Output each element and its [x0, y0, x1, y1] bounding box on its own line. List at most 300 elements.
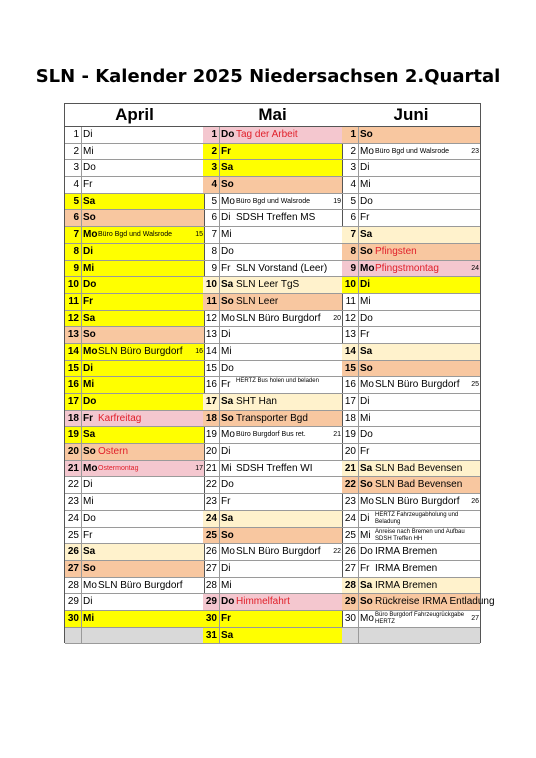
weekday: Mo — [221, 195, 235, 207]
weekday: Mi — [83, 262, 95, 274]
weekday: Mo — [83, 345, 98, 357]
day-row — [203, 578, 342, 595]
weekday: Do — [221, 596, 235, 608]
weekday: Sa — [83, 312, 96, 324]
day-number: 12 — [203, 311, 220, 327]
weekday: Mi — [221, 579, 232, 591]
event-text — [374, 327, 480, 343]
weekday: Mi — [360, 179, 371, 191]
event-text: IRMA Bremen — [375, 546, 438, 558]
month-header: Juni — [342, 103, 480, 127]
day-row — [342, 244, 480, 261]
day-row — [342, 511, 480, 528]
event-text: Himmelfahrt — [236, 596, 290, 608]
weekday: Mo — [360, 262, 375, 274]
event-text — [97, 611, 204, 627]
event-text: Transporter Bgd — [236, 412, 308, 424]
event-text: SHT Han — [236, 396, 277, 407]
weekday: Mi — [221, 229, 232, 241]
day-row — [65, 261, 204, 278]
day-row — [342, 160, 480, 177]
day-row — [342, 594, 495, 611]
weekday: Mo — [83, 229, 98, 241]
weekday: Mo — [221, 429, 235, 441]
day-row — [203, 227, 342, 244]
weekday: Sa — [83, 195, 96, 207]
event-text — [374, 361, 480, 377]
day-number: 2 — [342, 144, 359, 160]
weekday: Di — [83, 479, 93, 491]
weekday: Di — [360, 279, 370, 291]
day-row — [65, 544, 204, 561]
event-text — [374, 444, 480, 460]
day-row — [203, 394, 342, 411]
event-text: SLN Leer — [236, 295, 279, 307]
event-text — [374, 611, 480, 627]
day-row — [342, 377, 480, 394]
day-number: 24 — [203, 511, 220, 527]
day-row — [203, 311, 342, 328]
day-number: 14 — [65, 344, 82, 360]
event-text — [97, 561, 204, 577]
week-number: 20 — [333, 314, 341, 322]
weekday: Do — [360, 195, 373, 207]
day-row — [65, 578, 204, 595]
event-text — [374, 394, 480, 410]
weekday: So — [221, 412, 234, 424]
weekday: Mi — [360, 529, 371, 541]
day-number: 17 — [65, 394, 82, 410]
day-row — [203, 427, 342, 444]
weekday: Fr — [360, 562, 370, 574]
weekday: Mi — [360, 412, 371, 424]
weekday: Mo — [360, 612, 374, 624]
event-text — [235, 494, 342, 510]
day-number: 5 — [203, 194, 220, 210]
day-number: 11 — [203, 294, 220, 310]
day-number — [342, 628, 359, 644]
event-text: Ostermontag — [98, 464, 139, 472]
weekday: Mi — [83, 379, 95, 391]
day-row — [65, 444, 204, 461]
event-text — [235, 327, 342, 343]
event-text — [97, 361, 204, 377]
day-number: 29 — [65, 594, 82, 610]
month-header: April — [65, 103, 204, 127]
event-text — [235, 361, 342, 377]
weekday: Do — [83, 162, 96, 174]
day-number: 14 — [342, 344, 359, 360]
week-number: 23 — [471, 147, 479, 155]
event-text — [374, 294, 480, 310]
event-text: SDSH Treffen MS — [236, 212, 316, 224]
day-number: 23 — [203, 494, 220, 510]
day-row — [342, 344, 480, 361]
event-text — [374, 227, 480, 243]
day-number: 25 — [203, 528, 220, 544]
weekday: Di — [83, 362, 93, 374]
event-text: Tag der Arbeit — [236, 129, 298, 140]
weekday: Mo — [221, 546, 235, 558]
day-number: 9 — [342, 261, 359, 277]
day-row — [65, 210, 204, 227]
event-text — [97, 628, 204, 644]
day-number: 18 — [65, 411, 82, 427]
weekday: So — [360, 245, 373, 257]
event-text — [97, 127, 204, 143]
event-text: SLN Vorstand (Leer) — [236, 262, 328, 274]
day-number: 17 — [203, 394, 220, 410]
event-text — [374, 344, 480, 360]
weekday: Fr — [221, 262, 231, 274]
weekday: Do — [221, 362, 234, 374]
weekday: So — [83, 446, 96, 458]
day-number: 14 — [203, 344, 220, 360]
event-text: SLN Leer TgS — [236, 279, 300, 291]
weekday: Di — [83, 245, 93, 257]
weekday: Fr — [360, 212, 370, 224]
day-row — [342, 177, 480, 194]
day-number: 16 — [203, 377, 220, 393]
day-row — [342, 227, 480, 244]
weekday: Do — [360, 312, 373, 324]
day-row — [203, 377, 342, 394]
day-number: 9 — [203, 261, 220, 277]
day-number: 8 — [203, 244, 220, 260]
week-number: 26 — [471, 498, 479, 506]
day-number — [65, 628, 82, 644]
weekday: Do — [221, 245, 234, 257]
day-row — [342, 294, 480, 311]
day-row — [203, 361, 342, 378]
weekday: Di — [221, 212, 231, 224]
event-text: IRMA Bremen — [375, 579, 438, 591]
day-row — [65, 477, 204, 494]
day-row — [203, 177, 342, 194]
event-text — [97, 544, 204, 560]
day-number: 26 — [203, 544, 220, 560]
weekday: Do — [221, 129, 235, 140]
day-row — [203, 461, 342, 478]
day-row — [203, 544, 342, 561]
day-row — [203, 277, 342, 294]
weekday: Sa — [360, 462, 373, 474]
day-row — [203, 344, 342, 361]
event-text — [374, 528, 480, 544]
day-number: 6 — [65, 210, 82, 226]
day-row — [342, 210, 480, 227]
event-text — [97, 210, 204, 226]
event-text — [235, 344, 342, 360]
day-row — [342, 144, 480, 161]
event-text — [235, 444, 342, 460]
event-text: SLN Büro Burgdorf — [375, 379, 460, 391]
day-number: 30 — [203, 611, 220, 627]
day-number: 19 — [342, 427, 359, 443]
day-number: 15 — [203, 361, 220, 377]
day-number: 1 — [65, 127, 82, 143]
day-row — [65, 528, 204, 545]
event-text — [97, 394, 204, 410]
day-number: 30 — [342, 611, 359, 627]
event-text — [235, 578, 342, 594]
day-row — [65, 511, 204, 528]
weekday: So — [83, 212, 96, 224]
day-number: 11 — [65, 294, 82, 310]
event-text: Büro Burgdorf Bus ret. — [236, 431, 306, 439]
weekday: Do — [83, 396, 97, 407]
day-row — [65, 628, 204, 645]
weekday: So — [221, 295, 234, 307]
day-number: 28 — [203, 578, 220, 594]
event-text — [97, 494, 204, 510]
day-row — [65, 244, 204, 261]
weekday: Sa — [221, 162, 234, 174]
day-number: 6 — [342, 210, 359, 226]
day-row — [342, 477, 480, 494]
day-row — [203, 511, 342, 528]
day-number: 19 — [65, 427, 82, 443]
weekday: Di — [221, 329, 231, 341]
day-number: 2 — [203, 144, 220, 160]
event-text — [97, 311, 204, 327]
weekday: Fr — [83, 412, 93, 424]
weekday: Sa — [360, 579, 373, 591]
event-text — [235, 377, 342, 393]
day-number: 2 — [65, 144, 82, 160]
day-number: 6 — [203, 210, 220, 226]
event-text: Rückreise IRMA Entladung — [375, 596, 495, 608]
day-number: 13 — [203, 327, 220, 343]
day-row — [203, 327, 342, 344]
month-column-mai — [203, 103, 343, 643]
event-text — [235, 227, 342, 243]
day-number: 4 — [342, 177, 359, 193]
weekday: Sa — [360, 229, 373, 241]
day-number: 4 — [203, 177, 220, 193]
day-number: 24 — [65, 511, 82, 527]
day-row — [65, 194, 204, 211]
day-row — [203, 411, 342, 428]
event-text — [97, 528, 204, 544]
weekday — [82, 628, 97, 644]
day-row — [342, 261, 480, 278]
month-column-juni — [342, 103, 495, 643]
day-number: 23 — [342, 494, 359, 510]
month-header: Mai — [203, 103, 342, 127]
day-number: 27 — [203, 561, 220, 577]
day-row — [342, 611, 480, 628]
day-list — [342, 127, 495, 644]
day-number: 8 — [342, 244, 359, 260]
event-text — [374, 511, 480, 527]
weekday: Di — [360, 512, 370, 524]
day-number: 30 — [65, 611, 82, 627]
weekday: Mi — [83, 612, 95, 624]
day-number: 20 — [65, 444, 82, 460]
day-row — [65, 177, 204, 194]
day-number: 17 — [342, 394, 359, 410]
weekday: Fr — [83, 529, 93, 541]
event-text — [97, 477, 204, 493]
event-text — [97, 144, 204, 160]
weekday: Mo — [83, 579, 97, 591]
event-text: SLN Büro Burgdorf — [98, 345, 183, 357]
weekday: Fr — [360, 329, 370, 341]
day-row — [203, 160, 342, 177]
event-text — [374, 311, 480, 327]
weekday: Mo — [83, 462, 98, 474]
event-text — [97, 160, 204, 176]
event-text — [374, 411, 480, 427]
page-title: SLN - Kalender 2025 Niedersachsen 2.Quartal — [35, 66, 501, 87]
weekday: So — [360, 479, 373, 491]
weekday: Sa — [221, 512, 234, 524]
event-text: SLN Büro Burgdorf — [236, 546, 321, 558]
calendar-grid — [64, 103, 495, 643]
day-number: 10 — [65, 277, 82, 293]
weekday: Mi — [360, 295, 371, 307]
day-row — [65, 461, 204, 478]
day-number: 20 — [342, 444, 359, 460]
weekday: Di — [83, 596, 93, 608]
weekday: Sa — [83, 546, 96, 558]
event-text — [97, 377, 204, 393]
day-number: 19 — [203, 427, 220, 443]
event-text — [235, 177, 342, 193]
day-number: 13 — [342, 327, 359, 343]
day-number: 26 — [342, 544, 359, 560]
weekday: Sa — [360, 345, 373, 357]
day-row — [65, 144, 204, 161]
day-row — [65, 377, 204, 394]
event-text — [97, 327, 204, 343]
event-text — [235, 160, 342, 176]
event-text — [374, 160, 480, 176]
day-number: 1 — [342, 127, 359, 143]
day-number: 13 — [65, 327, 82, 343]
day-row — [342, 394, 480, 411]
day-row — [342, 528, 480, 545]
day-number: 10 — [342, 277, 359, 293]
weekday: Sa — [221, 396, 234, 407]
event-text — [97, 427, 204, 443]
event-text — [374, 194, 480, 210]
weekday: Fr — [221, 612, 231, 624]
weekday: Mi — [83, 145, 94, 157]
event-text — [235, 628, 342, 644]
day-number: 18 — [342, 411, 359, 427]
day-row — [65, 494, 204, 511]
day-number: 25 — [65, 528, 82, 544]
day-row — [203, 294, 342, 311]
day-row — [342, 461, 480, 478]
week-number: 21 — [333, 431, 341, 439]
week-number: 17 — [195, 464, 203, 472]
weekday: Di — [221, 446, 231, 458]
day-row — [203, 444, 342, 461]
event-text — [97, 511, 204, 527]
weekday: Mo — [360, 496, 374, 508]
day-number: 28 — [342, 578, 359, 594]
day-row — [342, 194, 480, 211]
event-text: Pfingsten — [375, 245, 417, 257]
day-row — [342, 494, 480, 511]
event-text: Büro Bgd und Walsrode — [98, 231, 173, 239]
day-row — [203, 628, 342, 645]
event-text: SDSH Treffen WI — [236, 462, 313, 474]
event-text-small: HERTZ Fahrzeugabholung und Beladung — [375, 511, 459, 525]
weekday: Do — [360, 429, 373, 441]
day-number: 22 — [342, 477, 359, 493]
weekday: Sa — [221, 279, 234, 291]
day-row — [342, 578, 480, 595]
day-row — [65, 311, 204, 328]
event-text: SLN Büro Burgdorf — [236, 312, 321, 324]
day-row — [342, 361, 480, 378]
event-text — [374, 177, 480, 193]
day-row — [65, 394, 204, 411]
day-number: 11 — [342, 294, 359, 310]
day-number: 15 — [65, 361, 82, 377]
day-number: 5 — [65, 194, 82, 210]
day-number: 12 — [65, 311, 82, 327]
event-text — [374, 628, 480, 644]
day-number: 16 — [342, 377, 359, 393]
weekday: Mo — [360, 145, 374, 157]
day-row — [342, 444, 480, 461]
event-text — [97, 277, 204, 293]
day-row — [342, 327, 480, 344]
weekday: Di — [221, 562, 231, 574]
weekday: So — [360, 129, 373, 140]
day-row — [65, 594, 204, 611]
day-row — [65, 277, 204, 294]
weekday: Do — [83, 512, 96, 524]
day-row — [342, 427, 480, 444]
weekday: Di — [360, 162, 370, 174]
weekday: Do — [83, 279, 97, 291]
event-text — [97, 194, 204, 210]
weekday: Mo — [360, 379, 374, 391]
day-number: 22 — [65, 477, 82, 493]
day-row — [203, 261, 342, 278]
day-number: 27 — [342, 561, 359, 577]
day-row — [203, 594, 342, 611]
day-row — [65, 294, 204, 311]
day-number: 27 — [65, 561, 82, 577]
weekday: Do — [360, 546, 373, 558]
event-text — [235, 477, 342, 493]
weekday: Mi — [221, 462, 232, 474]
month-column-april — [64, 103, 205, 643]
event-text — [235, 244, 342, 260]
day-row — [65, 160, 204, 177]
day-number: 10 — [203, 277, 220, 293]
event-text-small: Anreise nach Bremen und Aufbau SDSH Treffen HH — [375, 528, 465, 542]
day-row — [203, 144, 342, 161]
event-text — [97, 594, 204, 610]
day-row — [203, 127, 342, 144]
event-text — [97, 294, 204, 310]
day-number: 15 — [342, 361, 359, 377]
event-text — [235, 561, 342, 577]
day-row — [65, 227, 204, 244]
day-row — [203, 477, 342, 494]
day-row — [65, 127, 204, 144]
weekday: Sa — [83, 429, 96, 441]
day-number: 24 — [342, 511, 359, 527]
